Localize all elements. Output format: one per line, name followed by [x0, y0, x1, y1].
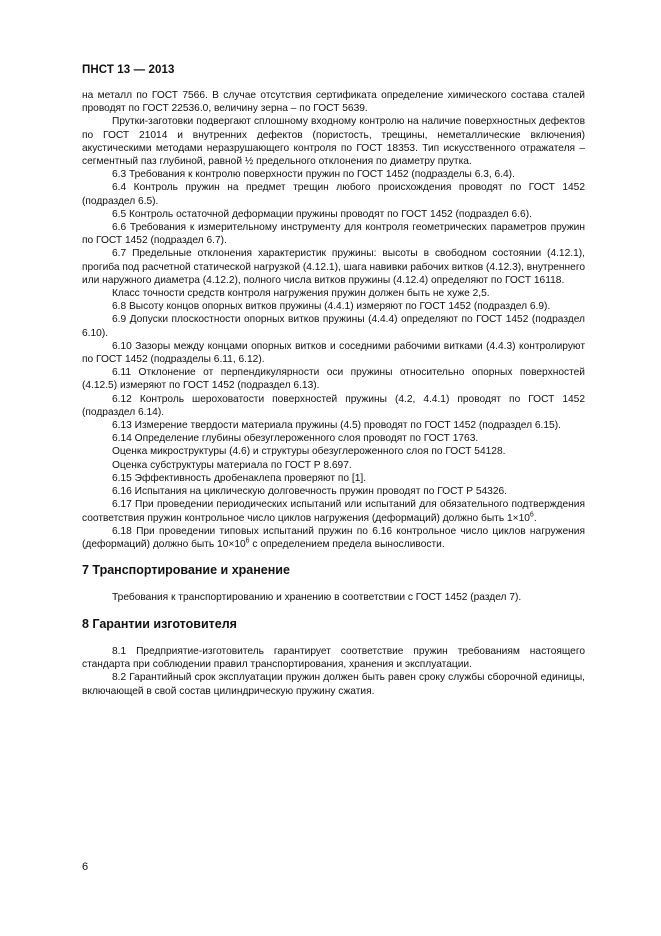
paragraph: Класс точности средств контроля нагружения пружин должен быть не хуже 2,5.	[112, 288, 490, 300]
section-8-body	[82, 645, 585, 698]
paragraph: 6.7 Предельные отклонения характеристик пружины: высоты в свободном состоянии (4.12.1), прогиба под расчетной статической нагрузкой (4.12.1), шага навивки рабочих витков (4.12.3), внутреннего или наружного диаметра (4.12.2), полного числа витков пружины (4.12.4) определяют по ГОСТ 16118.	[82, 248, 585, 286]
paragraph-6-17	[82, 498, 585, 524]
paragraph-6-18	[82, 525, 585, 551]
paragraph: Прутки-заготовки подвергают сплошному входному контролю на наличие поверхностных дефектов по ГОСТ 21014 и внутренних дефектов (пористость, трещины, неметаллические включения) акустическими методами неразрушающего контроля по ГОСТ 18353. Тип искусственного отражателя – сегментный паз глубиной, равной ½ предельного отклонения по диаметру прутка.	[82, 116, 585, 168]
section-7-text: Требования к транспортированию и хранению в соответствии с ГОСТ 1452 (раздел 7).	[112, 592, 522, 603]
paragraph: 6.15 Эффективность дробенаклепа проверяют по [1].	[112, 472, 367, 484]
section-8-heading: 8 Гарантии изготовителя	[82, 617, 237, 631]
paragraph: 6.16 Испытания на циклическую долговечность пружин проводят по ГОСТ Р 54326.	[112, 486, 507, 498]
paragraph: 6.4 Контроль пружин на предмет трещин любого происхождения проводят по ГОСТ 1452 (подраздел 6.5).	[82, 182, 585, 207]
paragraph: 6.8 Высоту концов опорных витков пружины (4.4.1) измеряют по ГОСТ 1452 (подраздел 6.9).	[112, 301, 551, 313]
paragraph: 6.6 Требования к измерительному инструменту для контроля геометрических параметров пружин по ГОСТ 1452 (подраздел 6.7).	[82, 222, 585, 247]
p618-text-a: 6.18 При проведении типовых испытаний пружин по 6.16 контрольное число циклов нагружения (деформаций) должно быть 10×10	[82, 525, 585, 550]
paragraph: 6.3 Требования к контролю поверхности пружин по ГОСТ 1452 (подразделы 6.3, 6.4).	[112, 169, 515, 181]
paragraph-8-2: 8.2 Гарантийный срок эксплуатации пружин должен быть равен сроку службы сборочной единицы, включающей в свой состав цилиндрическую пружину сжатия.	[82, 672, 585, 697]
paragraph: 6.12 Контроль шероховатости поверхностей пружины (4.2, 4.4.1) проводят по ГОСТ 1452 (подраздел 6.14).	[82, 393, 585, 418]
paragraph-list	[82, 89, 585, 498]
p617-text: 6.17 При проведении периодических испытаний или испытаний для обязательного подтверждения соответствия пружин контрольное число циклов нагружения (деформаций) должно быть 1×10	[82, 499, 585, 524]
page-number: 6	[82, 861, 89, 873]
paragraph: 6.14 Определение глубины обезуглероженного слоя проводят по ГОСТ 1763.	[112, 433, 479, 445]
document-header: ПНСТ 13 — 2013	[82, 64, 175, 76]
paragraph: 6.9 Допуски плоскостности опорных витков пружины (4.4.4) определяют по ГОСТ 1452 (подраздел 6.10).	[82, 314, 585, 339]
paragraph: 6.5 Контроль остаточной деформации пружины проводят по ГОСТ 1452 (подраздел 6.6).	[112, 208, 532, 220]
paragraph-8-1: 8.1 Предприятие-изготовитель гарантирует соответствие пружин требованиям настоящего стандарта при соблюдении правил транспортирования, хранения и эксплуатации.	[82, 646, 585, 671]
p617-exponent: 6	[529, 511, 534, 519]
paragraph: 6.10 Зазоры между концами опорных витков и соседними рабочими витками (4.4.3) контролируют по ГОСТ 1452 (подразделы 6.11, 6.12).	[82, 340, 585, 366]
p617-end: .	[533, 512, 537, 524]
p618-text-b: с определением предела выносливости.	[249, 538, 445, 550]
paragraph: Оценка микроструктуры (4.6) и структуры обезуглероженного слоя по ГОСТ 54128.	[112, 446, 506, 458]
body-text	[82, 89, 585, 551]
p618-exponent: 6	[245, 537, 250, 545]
paragraph: Оценка субструктуры материала по ГОСТ Р 8.697.	[112, 459, 352, 471]
paragraph: 6.13 Измерение твердости материала пружины (4.5) проводят по ГОСТ 1452 (подраздел 6.15).	[112, 420, 561, 432]
paragraph: на металл по ГОСТ 7566. В случае отсутствия сертификата определение химического состава сталей проводят по ГОСТ 22536.0, величину зерна – по ГОСТ 5639.	[82, 90, 585, 115]
section-7-heading: 7 Транспортирование и хранение	[82, 563, 290, 577]
paragraph: 6.11 Отклонение от перпендикулярности оси пружины относительно опорных поверхностей (4.12.5) измеряют по ГОСТ 1452 (подраздел 6.13).	[82, 367, 585, 392]
